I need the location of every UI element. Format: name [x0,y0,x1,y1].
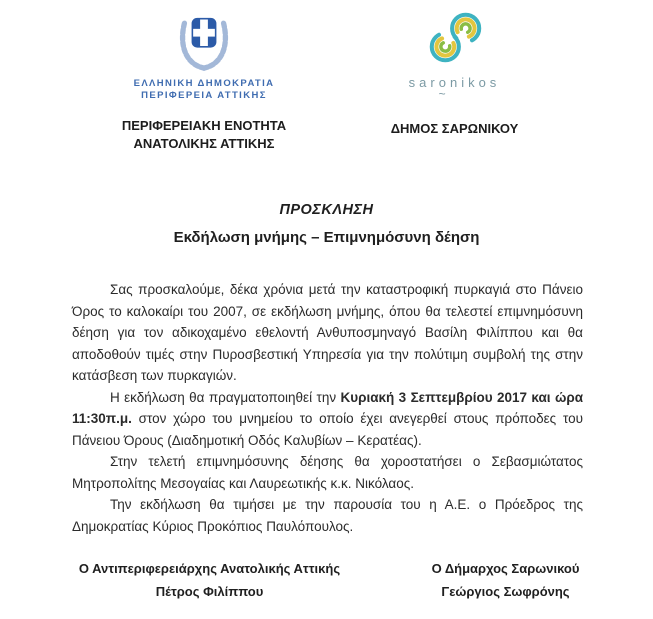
authority-line1: ΕΛΛΗΝΙΚΗ ΔΗΜΟΚΡΑΤΙΑ [133,78,275,89]
signature-block [72,557,613,603]
document-title: ΠΡΟΣΚΛΗΣΗ [279,202,374,218]
document-header [0,0,653,158]
paragraph-2-post: στον χώρο του μνημείου το οποίο έχει ανεγερθεί στους πρόποδες του Πάνειου Όρους (Διαδημοτική Οδός Καλυβίων – Κερατέας). [72,411,583,448]
hellenic-coat-of-arms-icon [88,8,320,72]
header-right-authority [352,8,557,138]
paragraph-4: Την εκδήλωση θα τιμήσει με την παρουσία του η Α.Ε. ο Πρόεδρος της Δημοκρατίας Κύριος Προκόπιος Παυλόπουλος. [72,497,583,534]
paragraph-2-date-bold: Κυριακή 3 Σεπτεμβρίου 2017 και ώρα 11:30π.μ. [72,389,583,426]
paragraph-2-pre: Η εκδήλωση θα πραγματοποιηθεί την [110,389,341,405]
signature-left-role: Ο Αντιπεριφερειάρχης Ανατολικής Αττικής [78,561,341,576]
wordmark-tilde: ~ [438,87,446,101]
paragraph-1: Σας προσκαλούμε, δέκα χρόνια μετά την καταστροφική πυρκαγιά στο Πάνειο Όρος το καλοκαίρι του 2007, σε εκδήλωση μνήμης, όπου θα τελεστεί επιμνημόσυνη δέηση για τον αδικοχαμένο εθελοντή Ανθυποσμηναγό Βασίλη Φιλίππου και θα αποδοθούν τιμές στην Πυροσβεστική Υπηρεσία για την πολύτιμη συμβολή της στην κατάσβεση των πυρκαγιών. [72,282,583,383]
municipality-name: ΔΗΜΟΣ ΣΑΡΩΝΙΚΟΥ [390,121,519,136]
title-block [0,202,653,246]
signature-right-name: Γεώργιος Σωφρόνης [441,584,570,599]
signature-right-role: Ο Δήμαρχος Σαρωνικού [431,561,580,576]
signature-right [398,557,613,603]
header-left-authority [88,8,320,153]
saronikos-wordmark: saronikos ~ [408,75,501,101]
saronikos-logo-icon [352,8,557,70]
paragraph-3: Στην τελετή επιμνημόσυνης δέησης θα χοροστατήσει ο Σεβασμιώτατος Μητροπολίτης Μεσογαίας και Λαυρεωτικής κ.κ. Νικόλαος. [72,454,583,491]
invitation-body [72,279,583,537]
regional-unit-line2: ΑΝΑΤΟΛΙΚΗΣ ΑΤΤΙΚΗΣ [133,136,275,151]
document-subtitle: Εκδήλωση μνήμης – Επιμνημόσυνη δέηση [173,229,480,246]
regional-unit-line1: ΠΕΡΙΦΕΡΕΙΑΚΗ ΕΝΟΤΗΤΑ [121,118,287,133]
signature-left [72,557,347,603]
signature-left-name: Πέτρος Φιλίππου [155,584,264,599]
paragraph-2 [72,387,583,452]
authority-line2: ΠΕΡΙΦΕΡΕΙΑ ΑΤΤΙΚΗΣ [141,90,267,101]
